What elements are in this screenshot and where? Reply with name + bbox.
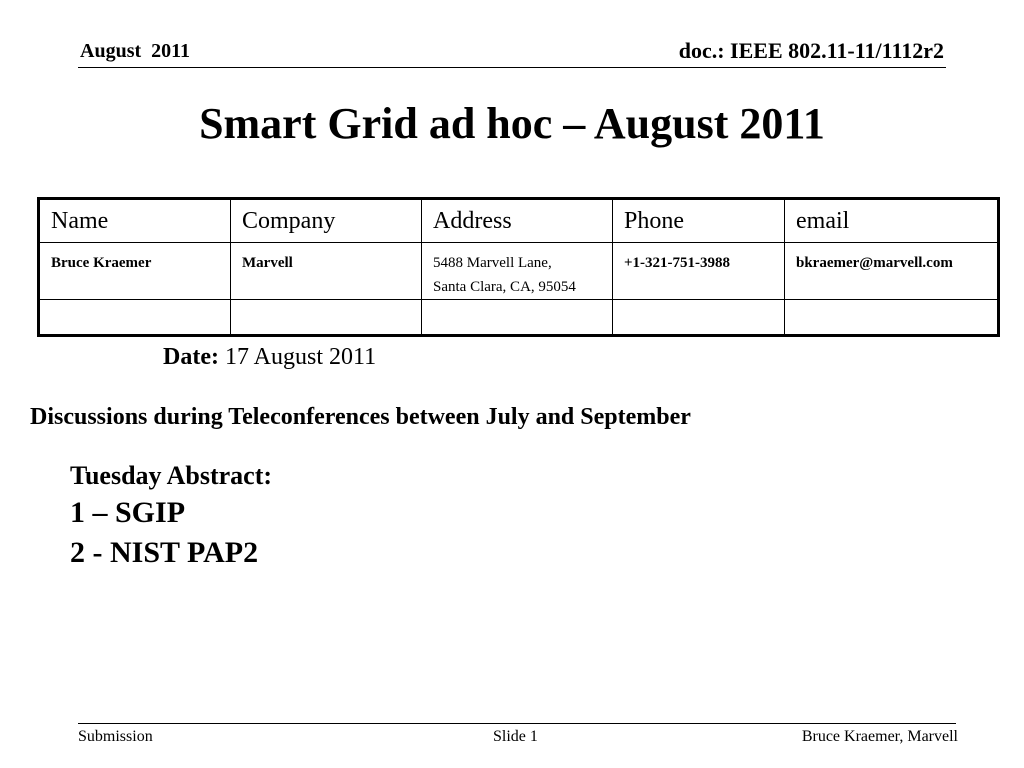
table-row (39, 243, 999, 300)
abstract-item: 2 - NIST PAP2 (70, 536, 259, 569)
table-header-row (39, 199, 999, 243)
column-header-company: Company (231, 199, 422, 243)
column-header-email: email (785, 199, 999, 243)
footer-submission: Submission (78, 728, 153, 745)
column-header-name: Name (39, 199, 231, 243)
footer-divider (78, 723, 956, 724)
abstract-heading: Discussions during Teleconferences between July and September (30, 404, 691, 430)
header-divider (78, 67, 946, 68)
slide-title: Smart Grid ad hoc – August 2011 (199, 99, 825, 148)
author-address (422, 243, 613, 300)
header-date: August 2011 (80, 40, 191, 62)
abstract-item: 1 – SGIP (70, 496, 186, 529)
empty-cell (39, 300, 231, 336)
date-line (163, 344, 376, 371)
empty-cell (785, 300, 999, 336)
address-line-2: Santa Clara, CA, 95054 (433, 279, 576, 295)
author-name: Bruce Kraemer (39, 243, 231, 300)
table-row-empty (39, 300, 999, 336)
abstract-subheading: Tuesday Abstract: (70, 461, 273, 490)
date-label: Date: (163, 344, 219, 370)
empty-cell (613, 300, 785, 336)
address-line-1: 5488 Marvell Lane, (433, 255, 552, 271)
empty-cell (422, 300, 613, 336)
author-company: Marvell (231, 243, 422, 300)
empty-cell (231, 300, 422, 336)
document-id: doc.: IEEE 802.11-11/1112r2 (678, 38, 944, 63)
column-header-address: Address (422, 199, 613, 243)
footer-author: Bruce Kraemer, Marvell (801, 728, 958, 745)
column-header-phone: Phone (613, 199, 785, 243)
footer-slide-number: Slide 1 (493, 728, 538, 745)
author-email: bkraemer@marvell.com (785, 243, 999, 300)
author-phone: +1-321-751-3988 (613, 243, 785, 300)
date-value: 17 August 2011 (224, 344, 377, 370)
author-table (37, 197, 1000, 337)
